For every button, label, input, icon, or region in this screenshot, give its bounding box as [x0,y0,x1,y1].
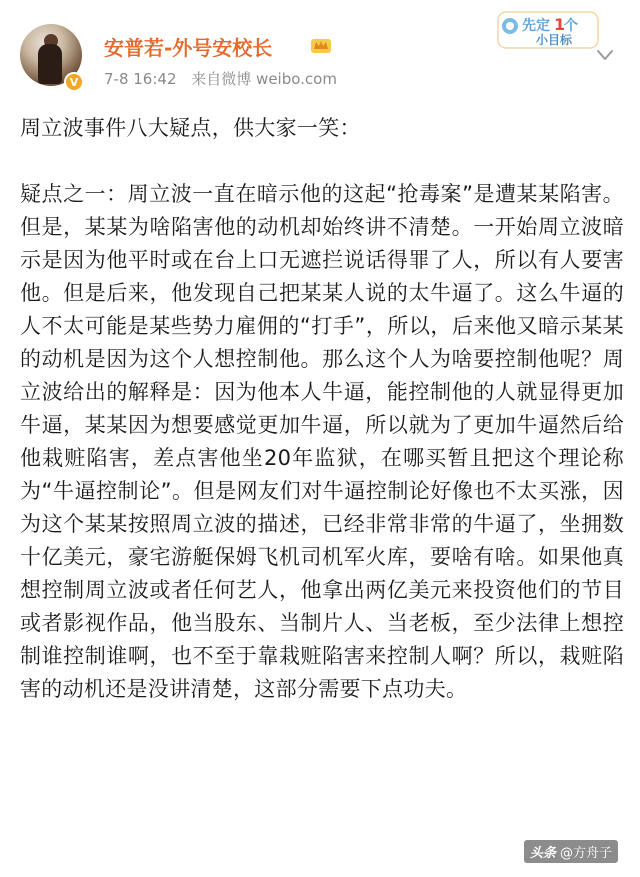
svg-text:1: 1 [554,15,566,34]
watermark-brand: 头条 [529,846,556,861]
avatar-figure [38,44,62,84]
post-content [20,112,624,706]
username[interactable]: 安普若-外号安校长 [104,36,273,60]
post-body: 疑点之一：周立波一直在暗示他的这起“抢毒案”是遭某某陷害。但是，某某为啥陷害他的动机却始终讲不清楚。一开始周立波暗示是因为他平时或在台上口无遮拦说话得罪了人，所以有人要害他。但是后来，他发现自己把某某人说的太牛逼了。这么牛逼的人不太可能是某些势力雇佣的“打手”，所以，后来他又暗示某某的动机是因为这个人想控制他。那么这个人为啥要控制他呢？周立波给出的解释是：因为他本人牛逼，能控制他的人就显得更加牛逼，某某因为想要感觉更加牛逼，所以就为了更加牛逼然后给他栽赃陷害，差点害他坐20年监狱，在哪买暂且把这个理论称为“牛逼控制论”。但是网友们对牛逼控制论好像也不太买涨，因为这个某某按照周立波的描述，已经非常非常的牛逼了，坐拥数十亿美元，豪宅游艇保姆飞机司机军火库，要啥有啥。如果他真想控制周立波或者任何艺人，他拿出两亿美元来投资他们的节目或者影视作品，他当股东、当制片人、当老板，至少法律上想控制谁控制谁啊，也不至于靠栽赃陷害来控制人啊？所以，栽赃陷害的动机还是没讲清楚，这部分需要下点功夫。 [20,182,624,701]
post-meta [104,68,337,89]
svg-text:先定: 先定 [522,18,550,34]
post-source[interactable]: 来自微博 weibo.com [191,70,337,88]
watermark-handle: @方舟子 [559,846,612,861]
verified-badge-icon: V [64,72,84,92]
post-header [0,0,640,104]
watermark [524,840,618,863]
sticker-badge[interactable] [496,8,600,52]
vip-crown-icon[interactable] [310,36,332,54]
post-timestamp: 7-8 16:42 [104,70,177,88]
svg-text:小目标: 小目标 [536,33,573,47]
post-title: 周立波事件八大疑点，供大家一笑： [20,116,361,140]
svg-text:个: 个 [564,18,578,34]
chevron-down-icon[interactable] [594,44,616,66]
